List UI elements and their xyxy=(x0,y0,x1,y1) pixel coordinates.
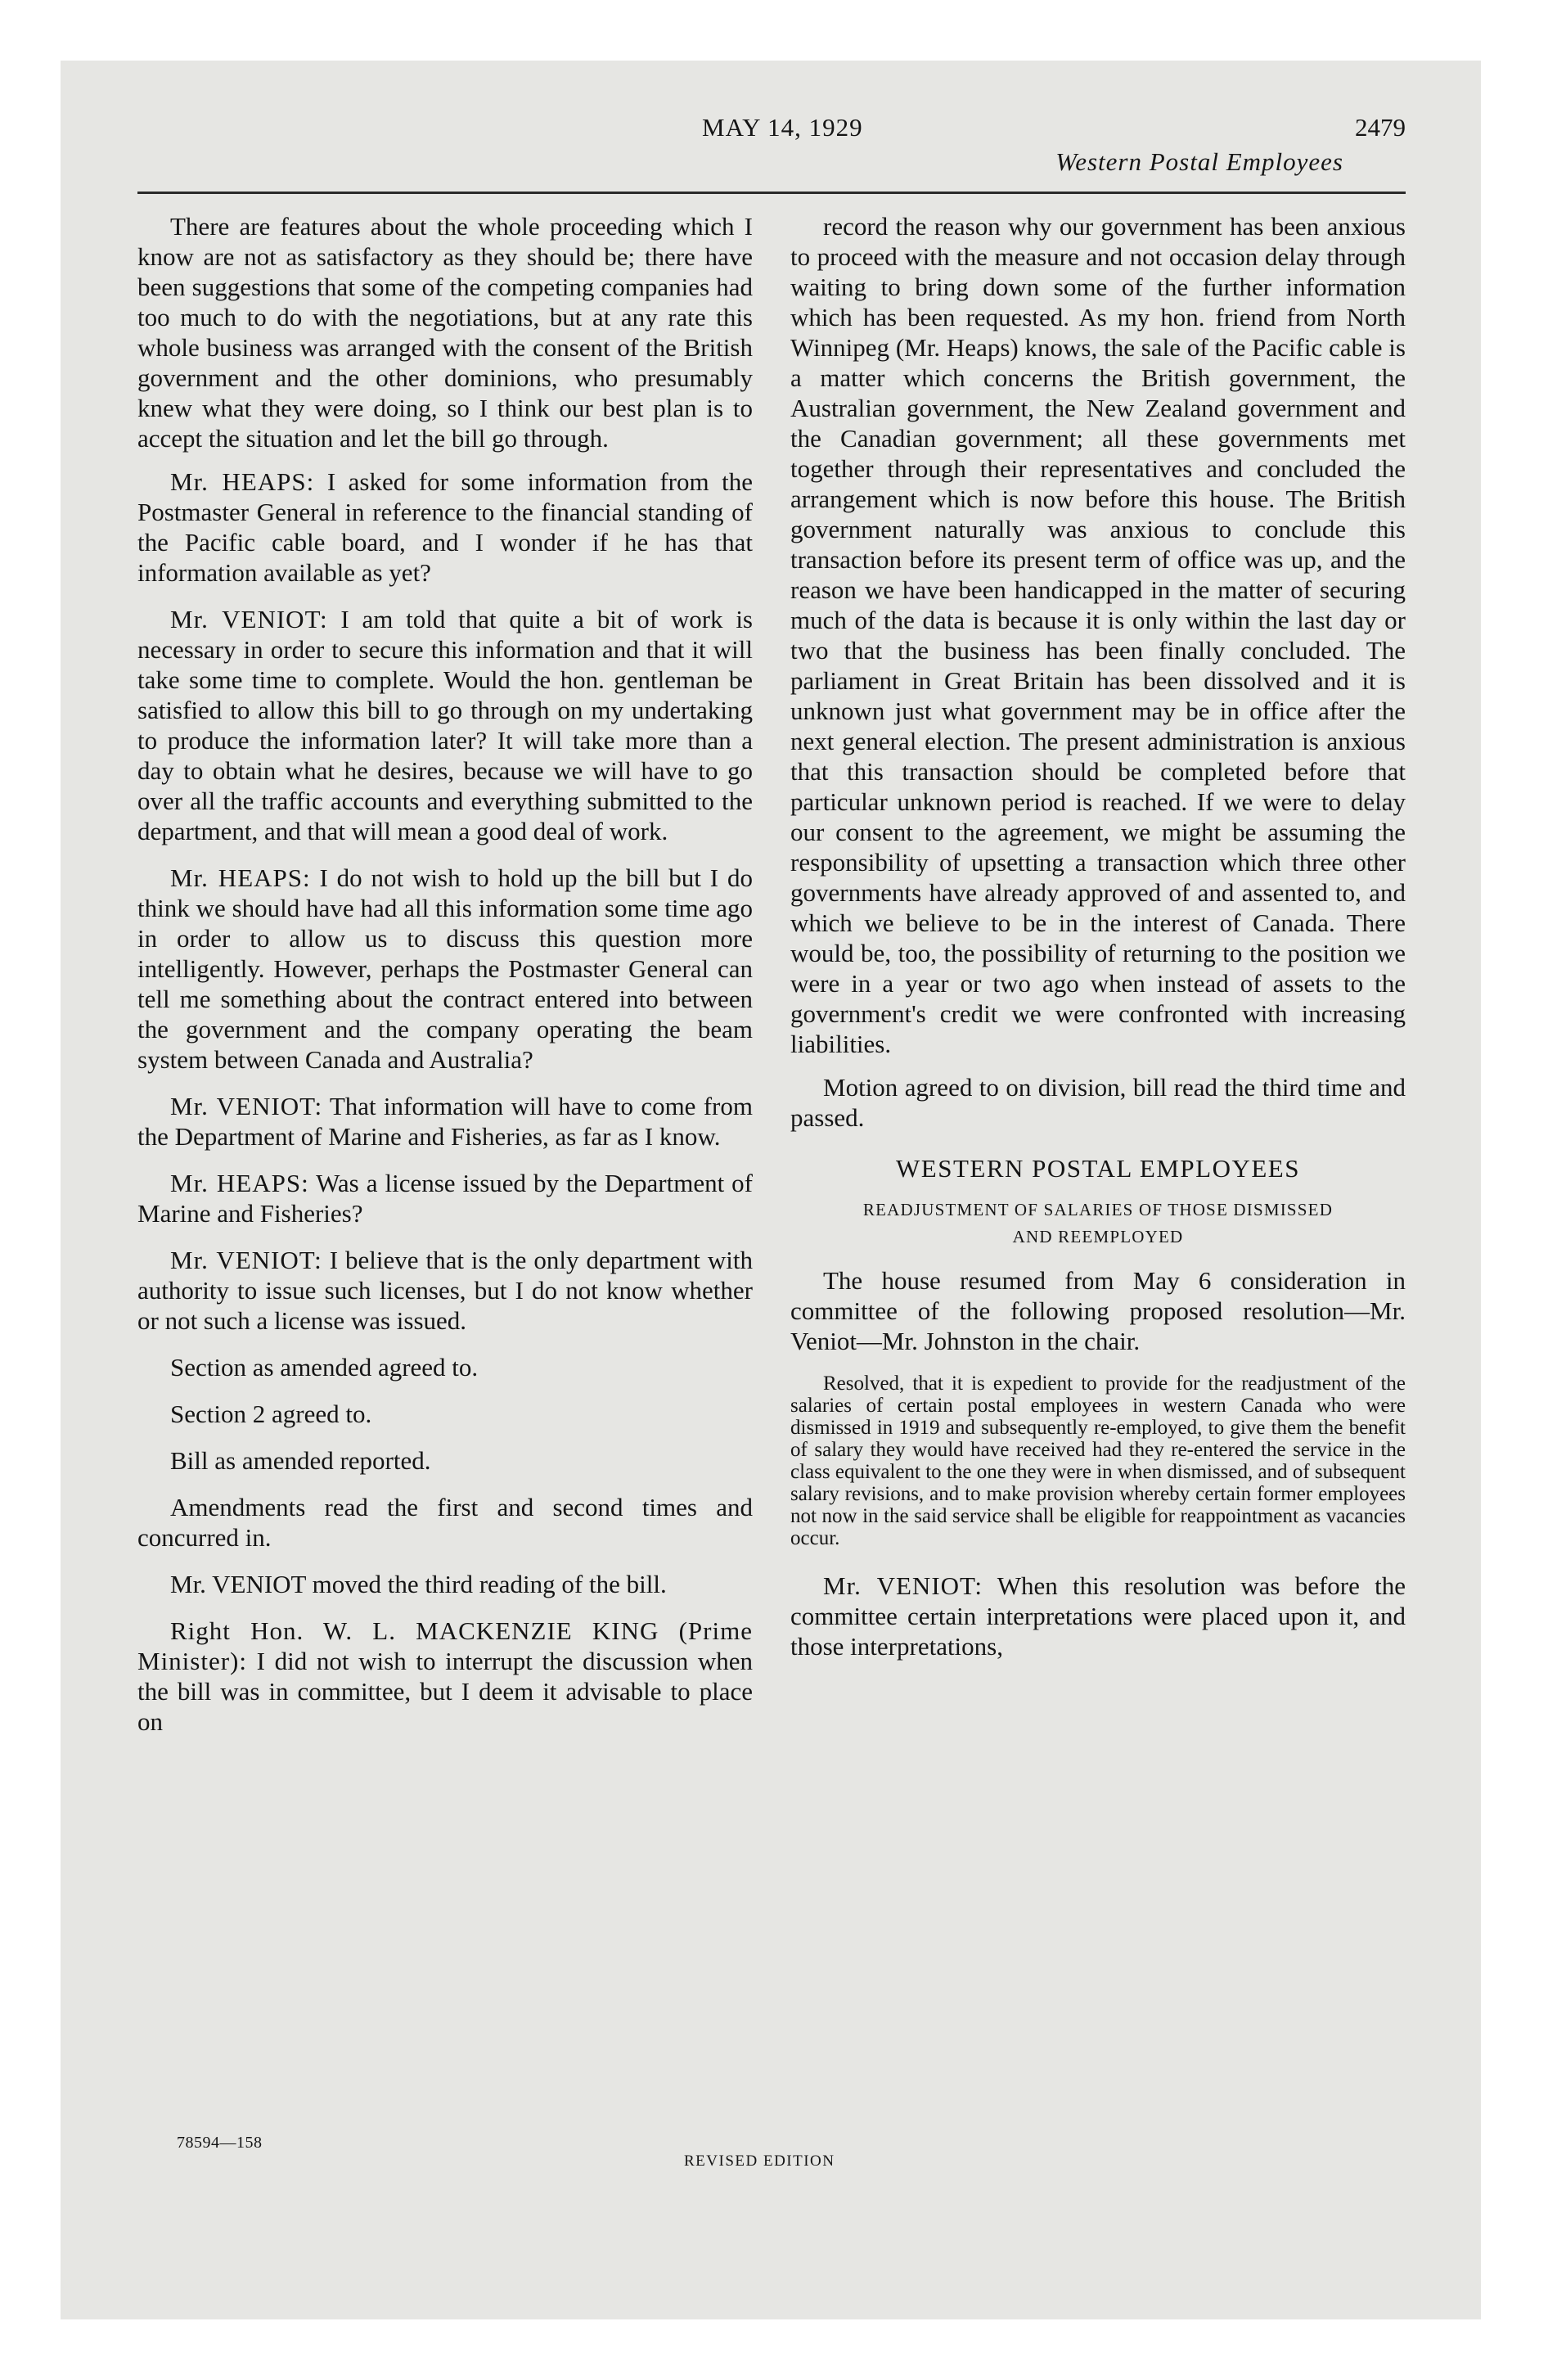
speech-text: I do not wish to hold up the bill but I do think we should have had all this information some time ago in order to allow us to discuss this question more intelligently. However, perhaps the Postmaster General can tell me something about the contract entered into between the government and the company operating the beam system between Canada and Australia? xyxy=(137,863,753,1074)
speech-text: I am told that quite a bit of work is necessary in order to secure this information and that it will take some time to complete. Would the hon. gentleman be satisfied to allow this bill to go through on my undertaking to produce the information later? It will take more than a day to obtain what he desires, because we will have to go over all the traffic accounts and everything submitted to the department, and that will mean a good deal of work. xyxy=(137,605,753,845)
page-header xyxy=(137,106,1406,194)
header-date: MAY 14, 1929 xyxy=(702,113,863,142)
speech-text: I did not wish to interrupt the discussion when the bill was in committee, but I deem it advisable to place on xyxy=(137,1647,753,1736)
procedure-text: Bill as amended reported. xyxy=(170,1446,431,1475)
speaker-name: Mr. HEAPS: xyxy=(170,467,315,496)
section-subheading xyxy=(790,1197,1406,1251)
right-column xyxy=(790,211,1406,1753)
speech-text: That information will have to come from the Department of Marine and Fisheries, as far as I know. xyxy=(137,1092,753,1151)
paragraph-text: record the reason why our government has been anxious to proceed with the measure and not occasion delay through waiting to bring down some of the further information which has been requested. As my hon. friend from North Winnipeg (Mr. Heaps) knows, the sale of the Pacific cable is a matter which concerns the British government, the Australian government, the New Zealand government and the Canadian government; all these governments met together through their representatives and concluded the arrangement which is now before this house. The British government naturally was anxious to conclude this transaction before its present term of office was up, and the reason we have been handicapped in the matter of securing much of the data is because it is only within the last day or two that the business has been finally concluded. The parliament in Great Britain has been dissolved and it is unknown just what government may be in office after the next general election. The present administration is anxious that this transaction should be completed before that particular unknown period is reached. If we were to delay our consent to the agreement, we might be assuming the responsibility of upsetting a transaction which three other governments have already approved of and assented to, and which we believe to be in the interest of Canada. There would be, too, the possibility of returning to the position we were in a year or two ago when instead of assets to the government's credit we were confronted with increasing liabilities. xyxy=(790,212,1406,1058)
print-number: 78594—158 xyxy=(177,2134,263,2152)
hansard-page xyxy=(137,106,1406,2218)
paragraph xyxy=(137,211,753,453)
procedure-line xyxy=(137,1492,753,1553)
speech-paragraph xyxy=(137,1245,753,1336)
two-column-body xyxy=(137,211,1406,1753)
procedure-text: Section 2 agreed to. xyxy=(170,1400,372,1428)
speech-paragraph xyxy=(137,1616,753,1737)
procedure-text: Mr. VENIOT moved the third reading of the bill. xyxy=(170,1570,667,1598)
speech-text: I believe that is the only department with authority to issue such licenses, but I do not know whether or not such a license was issued. xyxy=(137,1246,753,1335)
procedure-line xyxy=(790,1072,1406,1133)
speech-paragraph xyxy=(790,1571,1406,1661)
speech-text: I asked for some information from the Postmaster General in reference to the financial standing of the Pacific cable board, and I wonder if he has that information available as yet? xyxy=(137,467,754,587)
speech-text: Was a license issued by the Department of Marine and Fisheries? xyxy=(137,1169,753,1228)
speaker-name: Mr. HEAPS: xyxy=(170,863,311,892)
speaker-name: Mr. HEAPS: xyxy=(170,1169,309,1197)
speaker-name: Mr. VENIOT: xyxy=(170,1092,323,1120)
speaker-name: Mr. VENIOT: xyxy=(170,1246,322,1274)
speech-paragraph xyxy=(137,1091,753,1152)
speaker-name: Mr. VENIOT: xyxy=(170,605,328,633)
paragraph-text: The house resumed from May 6 consideration in committee of the following proposed resolution—Mr. Veniot—Mr. Johnston in the chair. xyxy=(790,1266,1406,1355)
speech-text: When this resolution was before the committee certain interpretations were placed upon it, and those interpretations, xyxy=(790,1571,1406,1661)
paragraph xyxy=(790,211,1406,1059)
procedure-line xyxy=(137,1445,753,1476)
speaker-name: Mr. VENIOT: xyxy=(823,1571,983,1600)
edition-label: REVISED EDITION xyxy=(684,2152,835,2170)
speech-paragraph xyxy=(137,863,753,1075)
procedure-text: Section as amended agreed to. xyxy=(170,1353,479,1382)
page-number: 2479 xyxy=(1355,113,1406,142)
resolution-text: Resolved, that it is expedient to provide for the readjustment of the salaries of certain postal employees in western Canada who were dismissed in 1919 and subsequently re-employed, to give them the benefit of salary they would have received had they re-entered the service in the class equivalent to the one they were in when dismissed, and of subsequent salary revisions, and to make provision whereby certain former employees not now in the said service shall be eligible for reappointment as vacancies occur. xyxy=(790,1373,1406,1549)
speech-paragraph xyxy=(137,604,753,846)
speaker-name: Right Hon. W. L. MACKENZIE KING (Prime Minister): xyxy=(137,1616,753,1675)
procedure-line xyxy=(137,1399,753,1429)
paragraph xyxy=(790,1265,1406,1356)
subheading-line: READJUSTMENT OF SALARIES OF THOSE DISMISSED xyxy=(862,1200,1334,1219)
procedure-line xyxy=(137,1352,753,1382)
section-heading: WESTERN POSTAL EMPLOYEES xyxy=(896,1154,1300,1183)
left-column xyxy=(137,211,753,1753)
speech-paragraph xyxy=(137,467,753,588)
subheading-line: AND REEMPLOYED xyxy=(1012,1227,1184,1246)
running-topic: Western Postal Employees xyxy=(1055,147,1343,176)
speech-paragraph xyxy=(137,1168,753,1228)
procedure-text: Amendments read the first and second times and concurred in. xyxy=(137,1493,753,1552)
procedure-text: Motion agreed to on division, bill read the third time and passed. xyxy=(790,1073,1406,1132)
paragraph-text: There are features about the whole proceeding which I know are not as satisfactory as they should be; there have been suggestions that some of the competing companies had too much to do with the negotiations, but at any rate this whole business was arranged with the consent of the British government and the other dominions, who presumably knew what they were doing, so I think our best plan is to accept the situation and let the bill go through. xyxy=(137,212,753,453)
procedure-line xyxy=(137,1569,753,1599)
